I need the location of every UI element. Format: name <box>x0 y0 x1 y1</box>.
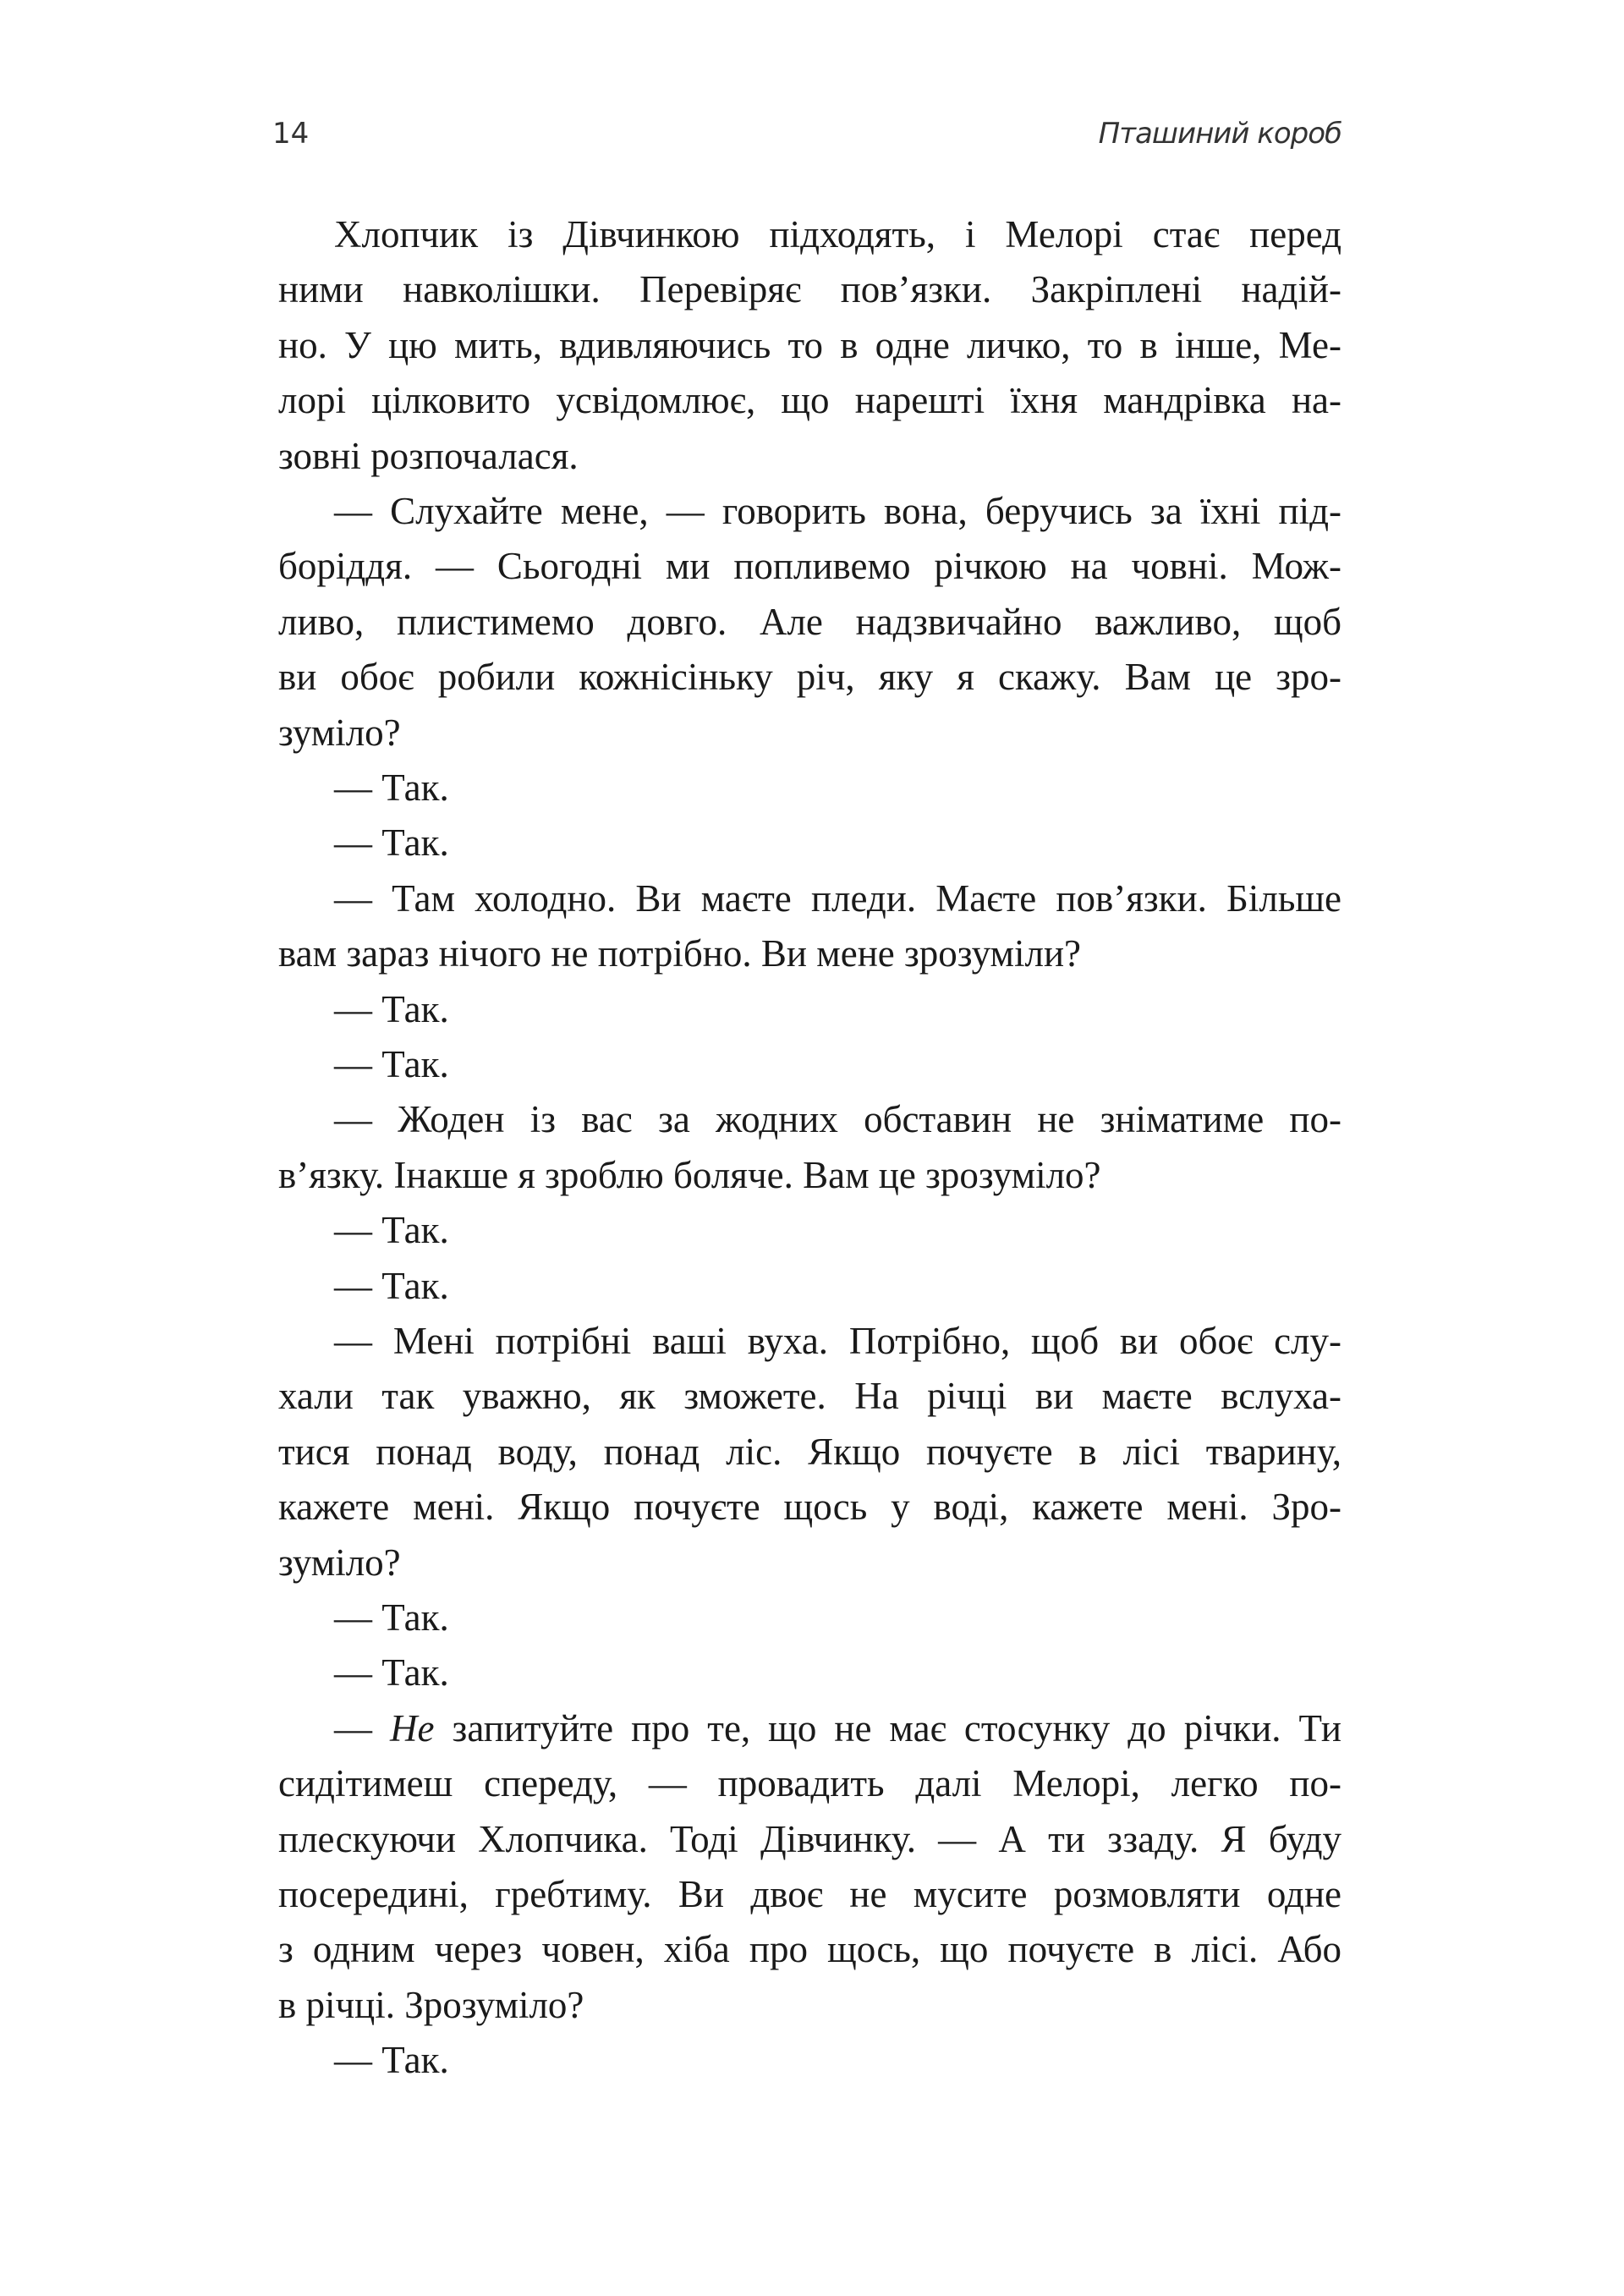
paragraph <box>278 871 1341 982</box>
text-line: — Жоден із вас за жодних обставин не зніматиме по- <box>334 1098 1341 1141</box>
running-title: Пташиний короб <box>1098 117 1341 151</box>
text-line: плескуючи Хлопчика. Тоді Дівчинку. — А ти ззаду. Я буду <box>278 1817 1341 1860</box>
text-line: лорі цілковито усвідомлює, що нарешті їхня мандрівка на- <box>278 379 1341 422</box>
paragraph <box>278 1259 1341 1314</box>
paragraph <box>278 982 1341 1037</box>
text-line: хали так уважно, як зможете. На річці ви маєте вслуха- <box>278 1375 1341 1418</box>
text-line: Хлопчик із Дівчинкою підходять, і Мелорі стає перед <box>334 213 1341 255</box>
text-line: — Так. <box>334 1209 449 1252</box>
text-line: зовні розпочалася. <box>278 434 579 477</box>
text-line: — Так. <box>334 987 449 1030</box>
text-line: но. У цю мить, вдивляючись то в одне личко, то в інше, Ме- <box>278 323 1341 366</box>
paragraph <box>278 1203 1341 1258</box>
text-line: — Там холодно. Ви маєте пледи. Маєте пов’язки. Більше <box>334 876 1341 920</box>
text-line: — Мені потрібні ваші вуха. Потрібно, щоб ви обоє слу- <box>334 1319 1341 1362</box>
text-line: посередині, гребтиму. Ви двоє не мусите розмовляти одне <box>278 1872 1341 1915</box>
text-segment: — <box>334 1706 391 1749</box>
text-line: з одним через човен, хіба про щось, що почуєте в лісі. Або <box>278 1928 1341 1971</box>
text-line: — Так. <box>334 1596 449 1639</box>
paragraph <box>278 1590 1341 1645</box>
text-line: ви обоє робили кожнісіньку річ, яку я скажу. Вам це зро- <box>278 656 1341 699</box>
paragraph <box>278 1092 1341 1203</box>
paragraph <box>278 2033 1341 2088</box>
paragraph <box>278 1037 1341 1092</box>
paragraph <box>278 761 1341 816</box>
text-line: — Так. <box>334 1651 449 1695</box>
text-segment: запитуйте про те, що не має стосунку до річки. Ти <box>434 1706 1341 1749</box>
text-line: — Так. <box>334 2039 449 2082</box>
page-number: 14 <box>272 117 310 151</box>
text-line: — Так. <box>334 1042 449 1085</box>
paragraph <box>278 1701 1341 2033</box>
body-text <box>278 207 1341 2089</box>
text-line: ними навколішки. Перевіряє пов’язки. Закріплені надій- <box>278 268 1341 311</box>
paragraph <box>278 207 1341 484</box>
text-line: кажете мені. Якщо почуєте щось у воді, кажете мені. Зро- <box>278 1486 1341 1529</box>
text-line: зуміло? <box>278 1541 401 1584</box>
italic-text: Не <box>390 1706 435 1749</box>
text-line: в’язку. Інакше я зроблю боляче. Вам це зрозуміло? <box>278 1153 1101 1196</box>
text-line: ливо, плистимемо довго. Але надзвичайно важливо, щоб <box>278 600 1341 643</box>
paragraph <box>278 1314 1341 1590</box>
text-line <box>278 1701 1341 1756</box>
text-line: в річці. Зрозуміло? <box>278 1983 584 2026</box>
text-line: тися понад воду, понад ліс. Якщо почуєте в лісі тварину, <box>278 1430 1341 1473</box>
text-line: — Так. <box>334 766 449 809</box>
text-line: сидітимеш спереду, — провадить далі Мелорі, легко по- <box>278 1762 1341 1805</box>
text-line: вам зараз нічого не потрібно. Ви мене зрозуміли? <box>278 932 1081 975</box>
paragraph <box>278 1645 1341 1700</box>
text-line: — Так. <box>334 821 449 865</box>
text-line: — Так. <box>334 1264 449 1307</box>
paragraph <box>278 816 1341 871</box>
text-line: — Слухайте мене, — говорить вона, беручись за їхні під- <box>334 489 1341 532</box>
paragraph <box>278 484 1341 761</box>
text-line: зуміло? <box>278 711 401 754</box>
text-line: боріддя. — Сьогодні ми попливемо річкою на човні. Мож- <box>278 545 1341 588</box>
